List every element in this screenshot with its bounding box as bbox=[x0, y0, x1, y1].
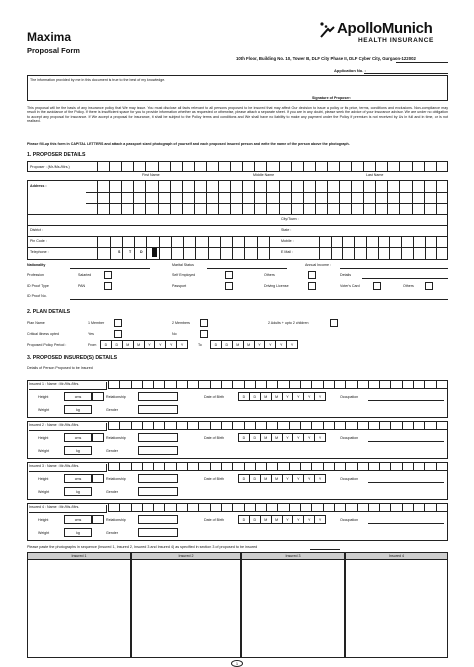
date-cell: Y bbox=[318, 518, 322, 522]
declaration-box bbox=[27, 75, 448, 101]
date-cell: Y bbox=[145, 341, 156, 348]
date-cell: Y bbox=[283, 393, 294, 400]
date-cell: M bbox=[272, 516, 283, 523]
gender-field[interactable] bbox=[138, 487, 178, 496]
email-label: E Mail : bbox=[281, 250, 293, 254]
section-1-title: 1. PROPOSER DETAILS bbox=[27, 152, 86, 158]
occupation-label: Occupation bbox=[340, 518, 359, 522]
date-cell: Y bbox=[318, 436, 322, 440]
dob-cells[interactable] bbox=[238, 515, 326, 524]
passport-label: Passport bbox=[172, 284, 187, 288]
insured-name-label: Insured 4 : Name : Mr./Ms./Mrs. bbox=[29, 505, 107, 513]
date-cell: M bbox=[123, 341, 134, 348]
height-label: Height bbox=[38, 436, 49, 440]
height-label: Height bbox=[38, 518, 49, 522]
date-cell: D bbox=[211, 341, 222, 348]
application-no-field[interactable] bbox=[364, 73, 448, 74]
others2-checkbox[interactable] bbox=[425, 282, 433, 290]
date-cell: D bbox=[250, 393, 261, 400]
address-line-2 bbox=[86, 192, 448, 203]
application-no-label: Application No. : bbox=[334, 68, 366, 73]
pan-label: PAN bbox=[78, 284, 86, 288]
mobile-cells[interactable] bbox=[308, 236, 448, 247]
occupation-label: Occupation bbox=[340, 395, 359, 399]
weight-label: Weight bbox=[38, 490, 50, 494]
city-label: City/Town : bbox=[281, 217, 299, 221]
id-proof-label: ID Proof Type bbox=[27, 284, 49, 288]
date-cell: D bbox=[239, 393, 250, 400]
member2-checkbox[interactable] bbox=[200, 319, 208, 327]
declaration-text: The information provided by me in this document is true to the best of my knowledge. bbox=[30, 78, 166, 82]
dob-cells[interactable] bbox=[238, 474, 326, 483]
cms-unit: cms bbox=[74, 395, 82, 399]
date-cell: D bbox=[250, 434, 261, 441]
critical-no-checkbox[interactable] bbox=[200, 330, 208, 338]
pan-checkbox[interactable] bbox=[104, 282, 112, 290]
photo-label-2: Insured 2 bbox=[132, 553, 240, 560]
critical-yes-checkbox[interactable] bbox=[114, 330, 122, 338]
insured-name-cells[interactable] bbox=[108, 421, 448, 430]
email-cells[interactable] bbox=[308, 247, 448, 260]
address-line-3 bbox=[86, 203, 448, 214]
weight-field[interactable] bbox=[64, 446, 92, 455]
date-cell: Y bbox=[283, 516, 294, 523]
weight-label: Weight bbox=[38, 531, 50, 535]
date-cell: Y bbox=[283, 434, 294, 441]
member2-label: 2 Members bbox=[172, 321, 190, 325]
proposer-name-cells[interactable] bbox=[86, 162, 448, 172]
date-cell: Y bbox=[318, 477, 322, 481]
member1-label: 1 Member bbox=[88, 321, 105, 325]
date-cell: Y bbox=[166, 341, 177, 348]
to-label: To bbox=[198, 343, 202, 347]
page-number: 1 bbox=[235, 661, 239, 666]
date-cell: Y bbox=[293, 393, 304, 400]
nationality-label: Nationality bbox=[27, 263, 46, 267]
weight-field[interactable] bbox=[64, 528, 92, 537]
date-cell: M bbox=[233, 341, 244, 348]
dob-cells[interactable] bbox=[238, 433, 326, 442]
date-cell: Y bbox=[304, 475, 315, 482]
date-cell: Y bbox=[283, 475, 294, 482]
details-label: Details bbox=[340, 273, 351, 277]
insured-block-3 bbox=[27, 462, 448, 500]
kg-unit: kg bbox=[76, 449, 80, 453]
others2-label: Others bbox=[403, 284, 414, 288]
dob-cells[interactable] bbox=[238, 392, 326, 401]
id-no-field[interactable] bbox=[70, 299, 448, 300]
member1-checkbox[interactable] bbox=[114, 319, 122, 327]
height-extra[interactable] bbox=[92, 474, 104, 483]
height-field[interactable] bbox=[64, 392, 92, 401]
cms-unit: cms bbox=[74, 436, 82, 440]
pin-label: Pin Code : bbox=[30, 239, 47, 243]
address-underline bbox=[396, 62, 448, 63]
date-cell: Y bbox=[276, 341, 287, 348]
dob-label: Date of Birth bbox=[204, 395, 224, 399]
gender-field[interactable] bbox=[138, 405, 178, 414]
date-cell: M bbox=[261, 516, 272, 523]
occupation-field[interactable] bbox=[368, 441, 444, 442]
dob-label: Date of Birth bbox=[204, 436, 224, 440]
date-cell: M bbox=[261, 393, 272, 400]
fill-note: Please fill-up this form in CAPITAL LETTERS and attach a passport sized photograph of yourself and each proposed insured person and write the name of the person above the photograph. bbox=[27, 142, 350, 146]
relationship-label: Relationship bbox=[106, 477, 126, 481]
gender-label: Gender bbox=[106, 408, 118, 412]
relationship-label: Relationship bbox=[106, 518, 126, 522]
date-cell: Y bbox=[304, 516, 315, 523]
date-cell: D bbox=[250, 475, 261, 482]
relationship-field[interactable] bbox=[138, 392, 178, 401]
std-d: D bbox=[140, 250, 143, 254]
height-extra[interactable] bbox=[92, 515, 104, 524]
signature-label: Signature of Proposer: bbox=[312, 96, 351, 100]
gender-label: Gender bbox=[106, 449, 118, 453]
date-cell: M bbox=[272, 475, 283, 482]
date-cell: M bbox=[261, 475, 272, 482]
gender-field[interactable] bbox=[138, 528, 178, 537]
date-cell: D bbox=[112, 341, 123, 348]
row-divider bbox=[28, 225, 448, 226]
driving-label: Driving License bbox=[264, 284, 289, 288]
weight-field[interactable] bbox=[64, 405, 92, 414]
page-number-circle bbox=[231, 660, 243, 667]
date-cell: M bbox=[272, 434, 283, 441]
voter-checkbox[interactable] bbox=[373, 282, 381, 290]
insured-name-label: Insured 1 : Name : Mr./Ms./Mrs. bbox=[29, 382, 107, 390]
kg-unit: kg bbox=[76, 490, 80, 494]
photo-note: Please paste the photographs in sequence (Insured 1, Insured 2, Insured 3 and Insured 4) as specified in section 3 of proposed to be insured bbox=[27, 545, 258, 549]
weight-label: Weight bbox=[38, 449, 50, 453]
date-cell: Y bbox=[318, 395, 322, 399]
district-label: District : bbox=[30, 228, 43, 232]
plan-name-label: Plan Name bbox=[27, 321, 45, 325]
kg-unit: kg bbox=[76, 408, 80, 412]
occupation-field[interactable] bbox=[368, 400, 444, 401]
section-3-subtitle: Details of Person Proposed to be Insured bbox=[27, 366, 93, 370]
adults-checkbox[interactable] bbox=[330, 319, 338, 327]
income-field[interactable] bbox=[340, 268, 448, 269]
std-t: T bbox=[129, 250, 132, 254]
date-cell: Y bbox=[180, 343, 184, 347]
relationship-label: Relationship bbox=[106, 436, 126, 440]
proposer-label: Proposer : (Mr./Ms./Mrs.) bbox=[30, 165, 70, 169]
proposer-name-row[interactable] bbox=[27, 161, 448, 172]
profession-label: Profession bbox=[27, 273, 44, 277]
date-cell: Y bbox=[265, 341, 276, 348]
nationality-field[interactable] bbox=[70, 268, 150, 269]
self-employed-checkbox[interactable] bbox=[225, 271, 233, 279]
telephone-cells[interactable] bbox=[86, 247, 281, 260]
date-cell: Y bbox=[255, 341, 266, 348]
insured-block-4 bbox=[27, 503, 448, 541]
section-2-title: 2. PLAN DETAILS bbox=[27, 309, 71, 315]
signature-field[interactable] bbox=[356, 100, 444, 101]
date-cell: D bbox=[250, 516, 261, 523]
height-field[interactable] bbox=[64, 433, 92, 442]
state-label: State : bbox=[281, 228, 292, 232]
date-cell: Y bbox=[293, 475, 304, 482]
cms-unit: cms bbox=[74, 518, 82, 522]
from-label: From bbox=[88, 343, 97, 347]
company-address: 10th Floor, Building No. 10, Tower B, DLF City Phase II, DLF Cyber City, Gurgaon-122002 bbox=[236, 56, 416, 61]
relationship-field[interactable] bbox=[138, 433, 178, 442]
last-name-label: Last Name bbox=[366, 173, 384, 177]
photo-label-1: Insured 1 bbox=[28, 553, 130, 560]
address-divider bbox=[28, 214, 448, 215]
gender-field[interactable] bbox=[138, 446, 178, 455]
telephone-label: Telephone : bbox=[30, 250, 49, 254]
logo-mark-icon bbox=[318, 21, 338, 41]
height-field[interactable] bbox=[64, 515, 92, 524]
brand-name: ApolloMunich bbox=[337, 20, 433, 37]
insured-name-label: Insured 3 : Name : Mr./Ms./Mrs. bbox=[29, 464, 107, 472]
height-field[interactable] bbox=[64, 474, 92, 483]
photo-box-2[interactable] bbox=[131, 552, 241, 658]
date-cell: Y bbox=[155, 341, 166, 348]
date-cell: M bbox=[261, 434, 272, 441]
date-cell: Y bbox=[293, 434, 304, 441]
height-extra[interactable] bbox=[92, 392, 104, 401]
photo-box-3[interactable] bbox=[241, 552, 345, 658]
date-cell: M bbox=[244, 341, 255, 348]
height-label: Height bbox=[38, 477, 49, 481]
date-cell: Y bbox=[304, 434, 315, 441]
critical-label: Critical illness opted bbox=[27, 332, 59, 336]
to-date-cells[interactable] bbox=[210, 340, 298, 349]
driving-checkbox[interactable] bbox=[308, 282, 316, 290]
date-cell: Y bbox=[290, 343, 294, 347]
voter-label: Voter's Card bbox=[340, 284, 360, 288]
date-cell: D bbox=[222, 341, 233, 348]
relationship-field[interactable] bbox=[138, 474, 178, 483]
cms-unit: cms bbox=[74, 477, 82, 481]
pin-cells[interactable] bbox=[86, 236, 281, 247]
brand-subtitle: HEALTH INSURANCE bbox=[358, 37, 434, 44]
insured-block-2 bbox=[27, 421, 448, 459]
occupation-label: Occupation bbox=[340, 477, 359, 481]
occupation-field[interactable] bbox=[368, 482, 444, 483]
insured-name-cells[interactable] bbox=[108, 462, 448, 471]
gender-label: Gender bbox=[106, 531, 118, 535]
marital-field[interactable] bbox=[207, 268, 287, 269]
from-date-cells[interactable] bbox=[100, 340, 188, 349]
self-employed-label: Self Employed bbox=[172, 273, 196, 277]
gender-label: Gender bbox=[106, 490, 118, 494]
passport-checkbox[interactable] bbox=[225, 282, 233, 290]
occupation-field[interactable] bbox=[368, 523, 444, 524]
photo-box-4[interactable] bbox=[345, 552, 448, 658]
address-block[interactable] bbox=[27, 180, 448, 260]
relationship-field[interactable] bbox=[138, 515, 178, 524]
middle-name-label: Middle Name bbox=[253, 173, 275, 177]
apollo-logo bbox=[318, 17, 458, 47]
photo-note-underline bbox=[310, 549, 340, 550]
date-cell: M bbox=[272, 393, 283, 400]
period-label: Proposed Policy Period : bbox=[27, 343, 67, 347]
occupation-label: Occupation bbox=[340, 436, 359, 440]
weight-field[interactable] bbox=[64, 487, 92, 496]
insured-block-1 bbox=[27, 380, 448, 418]
photo-label-4: Insured 4 bbox=[346, 553, 447, 560]
photo-box-1[interactable] bbox=[27, 552, 131, 658]
mobile-label: Mobile : bbox=[281, 239, 294, 243]
date-cell: Y bbox=[304, 393, 315, 400]
date-cell: D bbox=[239, 516, 250, 523]
dob-label: Date of Birth bbox=[204, 477, 224, 481]
salaried-checkbox[interactable] bbox=[104, 271, 112, 279]
details-field[interactable] bbox=[362, 278, 448, 279]
income-label: Annual Income : bbox=[305, 263, 331, 267]
date-cell: Y bbox=[293, 516, 304, 523]
relationship-label: Relationship bbox=[106, 395, 126, 399]
kg-unit: kg bbox=[76, 531, 80, 535]
adults-label: 2 Adults + upto 2 children bbox=[268, 321, 309, 325]
id-no-label: ID Proof No. bbox=[27, 294, 47, 298]
instructions-text: This proposal will be the basis of any insurance policy that We may issue. You must disclose all facts relevant to all persons proposed to be insured that may affect Our decision to issue a policy or its price, terms, conditions and exclusions. Non-compliance may result in the avoidance of the Policy. If there is insufficient space for you to provide information whether as requested or otherwise, please attach a separate sheet. If you are in any doubt, please seek the advice of your insurance advisor. We are under no obligation to accept any proposal for insurance. If We accept a proposal for insurance, it shall be subject to the Policy terms and conditions and We shall have no liability to make any payment under the Policy if premium is not received by Us in full and in time, or is not realised. bbox=[27, 106, 448, 123]
height-extra[interactable] bbox=[92, 433, 104, 442]
form-title: Proposal Form bbox=[27, 46, 80, 55]
insured-name-label: Insured 2 : Name : Mr./Ms./Mrs. bbox=[29, 423, 107, 431]
photo-label-3: Insured 3 bbox=[242, 553, 344, 560]
insured-name-cells[interactable] bbox=[108, 503, 448, 512]
others-checkbox[interactable] bbox=[308, 271, 316, 279]
marital-label: Marital Status bbox=[172, 263, 194, 267]
date-cell: D bbox=[239, 475, 250, 482]
std-s: S bbox=[118, 250, 121, 254]
date-cell: D bbox=[101, 341, 112, 348]
section-3-title: 3. PROPOSED INSURED(S) DETAILS bbox=[27, 355, 118, 361]
salaried-label: Salaried bbox=[78, 273, 92, 277]
yes-label: Yes bbox=[88, 332, 94, 336]
address-label: Address : bbox=[30, 184, 47, 188]
product-title: Maxima bbox=[27, 30, 72, 44]
insured-name-cells[interactable] bbox=[108, 380, 448, 389]
date-cell: M bbox=[134, 341, 145, 348]
first-name-label: First Name bbox=[142, 173, 160, 177]
dob-label: Date of Birth bbox=[204, 518, 224, 522]
no-label: No bbox=[172, 332, 177, 336]
weight-label: Weight bbox=[38, 408, 50, 412]
others-label: Others bbox=[264, 273, 275, 277]
address-line-1 bbox=[86, 181, 448, 192]
date-cell: D bbox=[239, 434, 250, 441]
height-label: Height bbox=[38, 395, 49, 399]
